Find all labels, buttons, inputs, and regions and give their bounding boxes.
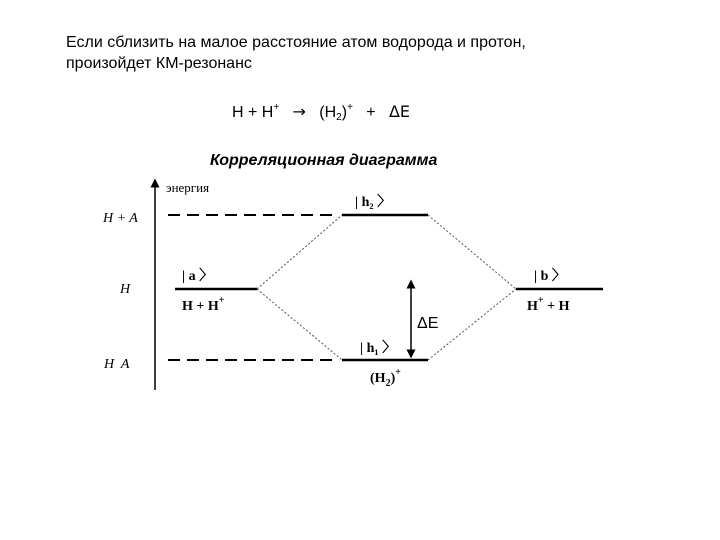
correlation-line-a-h1 [257, 289, 342, 360]
energy-axis-label: энергия [166, 180, 210, 195]
left-label-mid: H [120, 282, 131, 297]
right-state-label: H+ + H [527, 295, 570, 314]
correlation-line-h2-b [428, 215, 516, 289]
equation-plus: + [366, 104, 376, 121]
intro-line-2: произойдет КМ-резонанс [66, 55, 252, 72]
equation-arrow: → [292, 102, 306, 121]
ket-h2-label: | h₂ 〉 [355, 195, 392, 210]
intro-line-1: Если сблизить на малое расстояние атом водорода и протон, [66, 34, 526, 51]
correlation-lines [257, 215, 516, 360]
equation-rhs-close: ) [341, 104, 348, 121]
equation-rhs-sub: 2 [336, 112, 342, 123]
equation-rhs-open: (H [319, 104, 337, 121]
equation-delta-e: ΔE [388, 102, 410, 121]
ket-h1-label: | h₁ 〉 [360, 341, 397, 356]
equation-lhs-charge: + [273, 102, 280, 113]
diagram-title: Корреляционная диаграмма [210, 152, 438, 169]
correlation-line-a-h2 [257, 215, 342, 289]
left-state-label: H + H+ [182, 295, 225, 314]
molecule-label: $(H_2)^+$ [370, 367, 401, 389]
left-label-bottom: H A [104, 357, 130, 372]
delta-e-label: ΔE [417, 315, 439, 332]
correlation-line-h1-b [428, 289, 516, 360]
ket-b-label: | b 〉 [534, 269, 566, 284]
equation-lhs: H + H [232, 104, 274, 121]
equation-rhs-charge: + [347, 102, 353, 113]
left-label-top: H + A [103, 211, 138, 226]
ket-a-label: | a 〉 [182, 269, 214, 284]
